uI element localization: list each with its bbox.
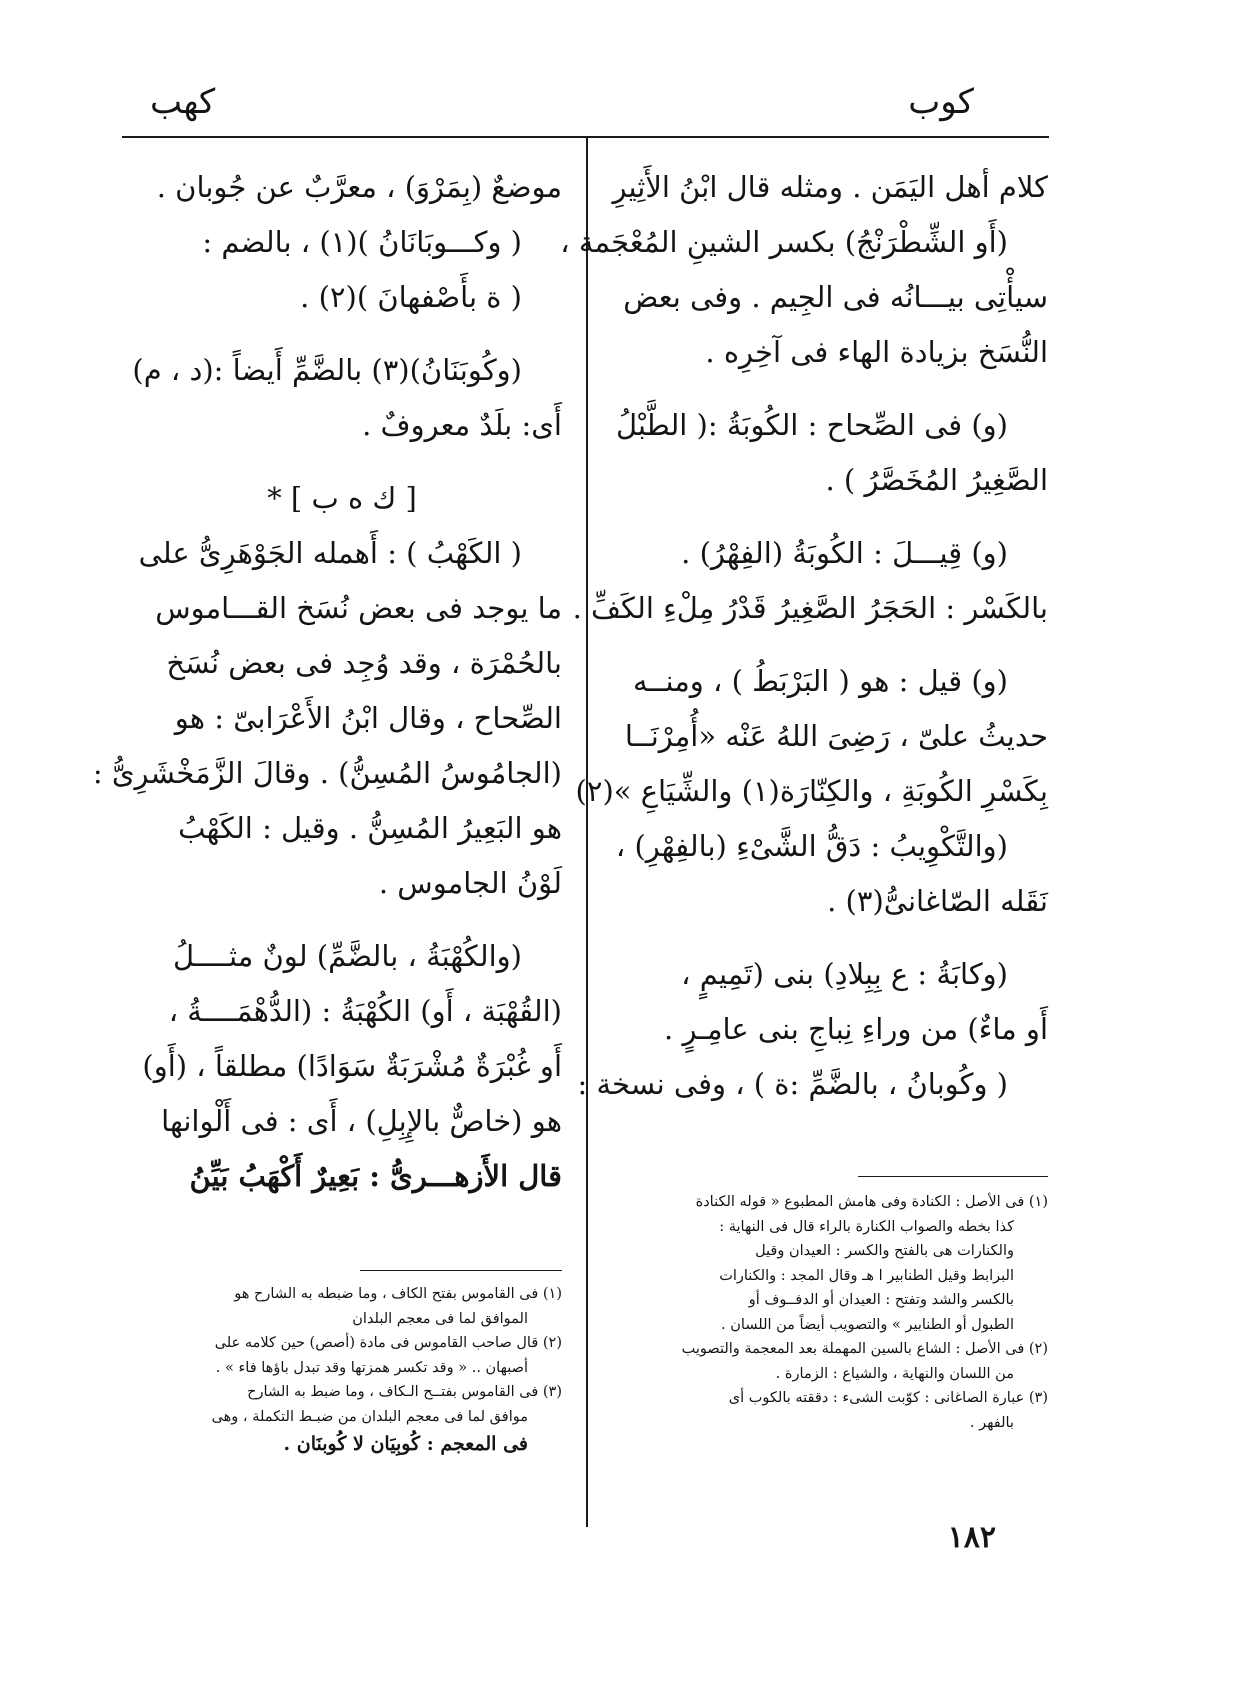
text-line: نَقَله الصّاغانىُّ(٣) . [827,884,1048,918]
footnote-line: أصبهان .. « وقد تكسر همزتها وقد تبدل باؤها فاء » . [215,1359,528,1376]
footnote-line: والكنارات هى بالفتح والكسر : العيدان وقيل [755,1243,1014,1259]
right-column [560,160,1048,1112]
footnote-line: فى المعجم : كُوبِيَان لا كُوبنَان . [283,1433,528,1455]
entry-heading: [ ك ه ب ] * [267,481,417,515]
text-line: حديثُ علىّ ، رَضِىَ اللهُ عَنْه «أُمِرْنَــا [624,719,1048,753]
text-line: (الجامُوسُ المُسِنُّ) . وقالَ الزَّمَخْشَرِىُّ : [92,756,562,790]
text-line: هو البَعِيرُ المُسِنُّ . وقيل : الكَهْبُ [178,811,562,845]
page-number: ١٨٢ [947,1520,996,1555]
text-line: (أَو الشِّطْرَنْجُ) بكسر الشينِ المُعْجَمة ، [560,225,1008,259]
footnote-line: (٣) عبارة الصاغانى : كوّبت الشىء : دققته بالكوب أى [728,1390,1048,1406]
footnote-line: من اللسان والنهاية ، والشياع : الزمارة . [775,1365,1014,1382]
footnote-line: موافق لما فى معجم البلدان من ضبـط التكملة ، وهى [211,1408,528,1425]
footnote-line: الطبول أو الطنابير » والتصويب أيضاً من اللسان . [721,1316,1014,1333]
footnote-rule-left [360,1270,562,1271]
footnote-line: (٢) فى الأصل : الشاع بالسين المهملة بعد المعجمة والتصويب [681,1341,1048,1357]
text-line: ما يوجد فى بعض نُسَخ القـــاموس [155,591,562,625]
footnote-line: (١) فى القاموس بفتح الكاف ، وما ضبطه به الشارح هو [234,1286,562,1302]
text-line: النُّسَخ بزيادة الهاء فى آخِرِه . [705,335,1048,369]
text-line: لَوْنُ الجاموس . [378,866,562,900]
text-line: بِكَسْرِ الكُوبَةِ ، والكِنّارَة(١) والشِّيَاعِ »(٢) [575,774,1048,808]
text-line: أَى: بلَدٌ معروفٌ . [362,408,562,442]
running-head-left: كهب [150,82,216,122]
text-line: (والتَّكْوِيبُ : دَقُّ الشَّىْءِ (بالفِهْرِ) ، [615,829,1008,863]
footnote-line: بالفهر . [969,1414,1014,1431]
text-line: كلام أهل اليَمَن . ومثله قال ابْنُ الأَثِيرِ [612,170,1048,204]
footnote-line: (١) فى الأصل : الكنادة وفى هامش المطبوع « قوله الكنادة [695,1194,1048,1210]
text-line: سيأْتِى بيـــانُه فى الجِيم . وفى بعض [623,280,1048,314]
text-line: ( ة بأَصْفهانَ )(٢) . [300,280,522,314]
text-line: الصَّغِيرُ المُخَصَّرُ ) . [825,463,1048,497]
text-line: أَو ماءٌ) من وراءِ نِباجِ بنى عامِـرٍ . [664,1012,1048,1046]
footnotes-left [122,1282,562,1459]
footnote-line: الموافق لما فى معجم البلدان [352,1310,528,1327]
text-line: (و) فى الصِّحاح : الكُوبَةُ :( الطَّبْلُ [615,408,1008,442]
text-line: (والكُهْبَةُ ، بالضَّمِّ) لونٌ مثــــلُ [173,939,522,973]
text-line: موضعٌ (بِمَرْوَ) ، معرَّبٌ عن جُوبان . [156,170,562,204]
text-line: (وكُوبَنَانُ)(٣) بالضَّمِّ أَيضاً :(د ، م) [132,353,522,387]
text-line: بالكَسْر : الحَجَرُ الصَّغِيرُ قَدْرُ مِلْءِ الكَفِّ . [572,591,1048,625]
text-line: بالحُمْرَة ، وقد وُجِد فى بعض نُسَخ [166,646,562,680]
text-line: هو (خاصٌّ بالإِبِلِ) ، أَى : فى أَلْوانها [161,1104,562,1138]
text-line: (و) قِيـــلَ : الكُوبَةُ (الفِهْرُ) . [681,536,1008,570]
text-line: ( وكـــوبَانَانُ )(١) ، بالضم : [202,225,522,259]
footnote-line: (٢) قال صاحب القاموس فى مادة (أصص) حين كلامه على [214,1335,562,1351]
text-line: ( الكَهْبُ ) : أَهمله الجَوْهَرِىُّ على [138,536,522,570]
footnote-line: البرابط وقيل الطنابير ا هـ وقال المجد : والكنارات [719,1267,1014,1284]
column-divider [586,137,588,1527]
footnote-rule-right [858,1176,1048,1177]
footnote-line: كذا بخطه والصواب الكنارة بالراء قال فى النهاية : [719,1218,1014,1235]
footnote-line: (٣) فى القاموس بفتــح الـكاف ، وما ضبط به الشارح [247,1384,562,1400]
text-line: ( وكُوبانُ ، بالضَّمِّ :ة ) ، وفى نسخة : [577,1067,1008,1101]
footnote-line: بالكسر والشد وتفتح : العيدان أو الدفــوف أو [748,1292,1014,1308]
footnotes-right [622,1190,1048,1435]
text-line: الصِّحاح ، وقال ابْنُ الأَعْرَابىّ : هو [174,701,562,735]
running-head-right: كوب [908,82,974,122]
text-line: (القُهْبَة ، أَو) الكُهْبَةُ : (الدُّهْمَــــةُ ، [168,994,562,1028]
text-line: قال الأَزهـــرىُّ : بَعِيرٌ أَكْهَبُ بَيِّنُ [189,1159,562,1193]
text-line: (و) قيل : هو ( البَرْبَطُ ) ، ومنــه [632,664,1008,698]
left-column [92,160,562,1204]
text-line: (وكابَةُ : ع بِبِلادِ) بنى (تَمِيمٍ ، [681,957,1008,991]
text-line: أَو غُبْرَةٌ مُشْرَبَةٌ سَوَادًا) مطلقاً ، (أَو) [142,1049,562,1083]
